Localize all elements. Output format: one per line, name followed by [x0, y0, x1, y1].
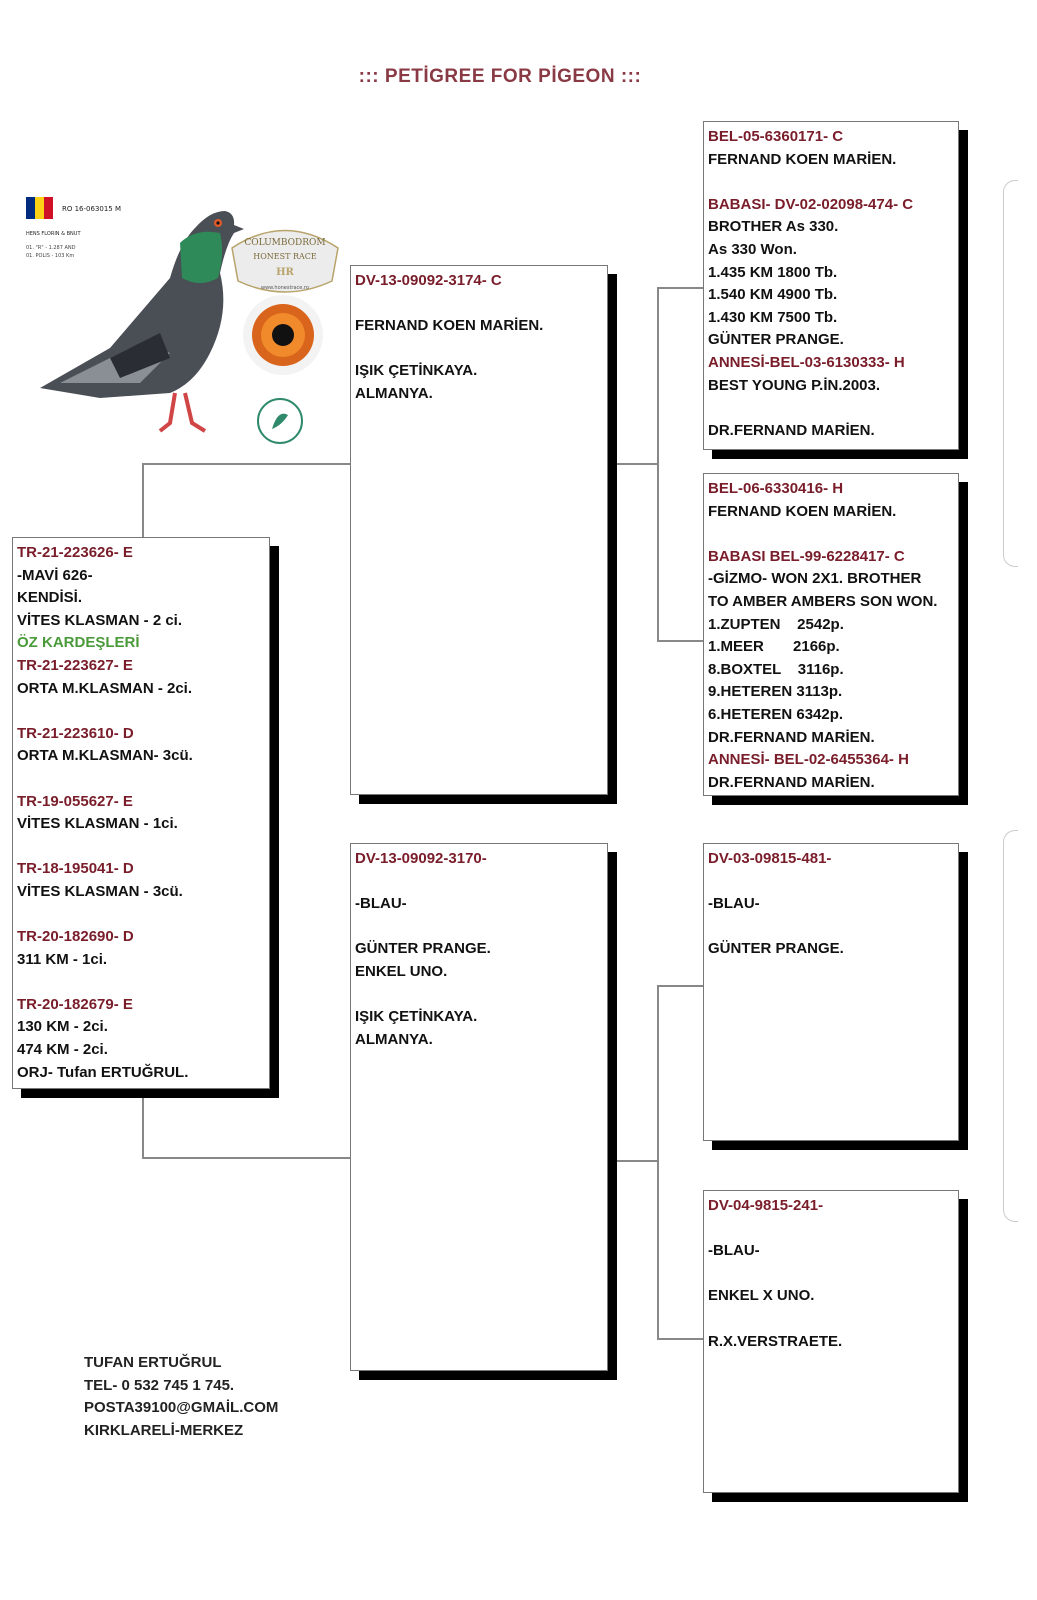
connector-dam-stub — [614, 1160, 658, 1162]
pedigree-line: BEST YOUNG P.İN.2003. — [708, 376, 881, 394]
logo-mark: HR — [276, 267, 294, 278]
connector-subject-vertical-bottom — [142, 1098, 144, 1158]
pedigree-line: ALMANYA. — [355, 1030, 433, 1048]
pedigree-line: DV-03-09815-481- — [708, 850, 832, 867]
pedigree-line: VİTES KLASMAN - 2 ci. — [17, 611, 183, 629]
pedigree-line — [355, 984, 603, 1007]
pedigree-line — [708, 1218, 954, 1241]
connector-sire-to-ss — [657, 287, 705, 289]
pedigree-line: R.X.VERSTRAETE. — [708, 1332, 843, 1350]
pedigree-line: DR.FERNAND MARİEN. — [708, 421, 875, 439]
flag-stripe-yellow — [35, 197, 44, 219]
pedigree-line — [355, 871, 603, 894]
dam-sire-box — [703, 843, 959, 1141]
pedigree-line: FERNAND KOEN MARİEN. — [355, 317, 544, 335]
pedigree-line: 1.435 KM 1800 Tb. — [708, 263, 838, 281]
connector-dam-vertical — [657, 985, 659, 1339]
pedigree-line: ORTA M.KLASMAN - 2ci. — [17, 679, 192, 697]
edge-bracket-bottom — [1003, 830, 1018, 1222]
pedigree-line: BABASI BEL-99-6228417- C — [708, 547, 905, 565]
contact-name: TUFAN ERTUĞRUL — [84, 1354, 222, 1371]
pedigree-line: ÖZ KARDEŞLERİ — [17, 634, 140, 652]
flag-stripe-red — [44, 197, 53, 219]
pedigree-line: -BLAU- — [355, 895, 407, 913]
logo-website: www.honestrace.ro — [261, 285, 309, 291]
pedigree-line: TR-20-182679- E — [17, 995, 133, 1013]
pedigree-line: 1.540 KM 4900 Tb. — [708, 286, 838, 304]
pedigree-line — [708, 916, 954, 939]
connector-subject-vertical — [142, 463, 144, 538]
connector-sire-to-sd — [657, 640, 705, 642]
contact-email: POSTA39100@GMAİL.COM — [84, 1399, 279, 1417]
pedigree-line: ANNESİ-BEL-03-6130333- H — [708, 353, 905, 371]
pigeon-icon — [40, 211, 244, 431]
pedigree-line: DV-13-09092-3170- — [355, 850, 487, 867]
pedigree-line — [708, 871, 954, 894]
pedigree-line — [708, 1263, 954, 1286]
logo-title: COLUMBODROM — [244, 238, 326, 248]
pedigree-line: TR-19-055627- E — [17, 792, 133, 810]
pedigree-line: 311 KM - 1ci. — [17, 950, 108, 968]
pedigree-line: TR-20-182690- D — [17, 928, 134, 946]
ring-number: RO 16-063015 M — [62, 205, 122, 213]
contact-phone: TEL- 0 532 745 1 745. — [84, 1376, 235, 1394]
connector-sire-vertical — [657, 287, 659, 641]
pedigree-line — [708, 1308, 954, 1331]
pedigree-line: GÜNTER PRANGE. — [708, 331, 844, 349]
pedigree-line: FERNAND KOEN MARİEN. — [708, 502, 897, 520]
pedigree-line: 8.BOXTEL 3116p. — [708, 660, 844, 678]
pigeon-eye-icon — [243, 295, 323, 375]
pedigree-line: -BLAU- — [708, 1242, 760, 1260]
columbodrom-logo — [232, 231, 338, 293]
pedigree-line: IŞIK ÇETİNKAYA. — [355, 362, 478, 380]
contact-info — [84, 1352, 278, 1442]
pedigree-line: 6.HETEREN 6342p. — [708, 705, 844, 723]
logo-subtitle: HONEST RACE — [253, 252, 317, 261]
pedigree-line: ANNESİ- BEL-02-6455364- H — [708, 751, 909, 769]
pedigree-line: IŞIK ÇETİNKAYA. — [355, 1008, 478, 1026]
result-text-1: 01. "R" - 1.287 AND — [26, 245, 76, 251]
pedigree-line — [17, 904, 265, 927]
dam-dam-box — [703, 1190, 959, 1493]
pedigree-line: 1.ZUPTEN 2542p. — [708, 615, 844, 633]
pedigree-line — [708, 397, 954, 420]
pedigree-line: BEL-05-6360171- C — [708, 128, 844, 145]
pedigree-line: 1.MEER 2166p. — [708, 638, 840, 656]
pedigree-line: ENKEL UNO. — [355, 962, 448, 980]
pigeon-image — [20, 183, 350, 455]
seal-icon — [258, 399, 302, 443]
pedigree-line: DR.FERNAND MARİEN. — [708, 728, 875, 746]
pedigree-line: TR-21-223627- E — [17, 656, 133, 674]
pedigree-line: ORTA M.KLASMAN- 3cü. — [17, 747, 193, 765]
pedigree-line: TR-21-223610- D — [17, 724, 134, 742]
pedigree-line: DV-13-09092-3174- C — [355, 272, 502, 289]
pedigree-line: FERNAND KOEN MARİEN. — [708, 150, 897, 168]
dam-box — [350, 843, 608, 1371]
pedigree-line: KENDİSİ. — [17, 589, 83, 607]
pedigree-line: GÜNTER PRANGE. — [708, 940, 844, 958]
pedigree-line — [17, 768, 265, 791]
connector-dam-to-ds — [657, 985, 705, 987]
sire-dam-box — [703, 473, 959, 796]
pedigree-line: 130 KM - 2ci. — [17, 1018, 108, 1036]
pedigree-line: 474 KM - 2ci. — [17, 1041, 108, 1059]
page-title: ::: PETİGREE FOR PİGEON ::: — [358, 66, 642, 87]
pedigree-line: ENKEL X UNO. — [708, 1287, 815, 1305]
pedigree-line: ALMANYA. — [355, 384, 433, 402]
pedigree-line: BABASI- DV-02-02098-474- C — [708, 195, 914, 213]
pedigree-line: DV-04-9815-241- — [708, 1197, 824, 1214]
pedigree-line: BEL-06-6330416- H — [708, 480, 844, 497]
pedigree-line — [708, 523, 954, 546]
pedigree-line: As 330 Won. — [708, 240, 797, 258]
pedigree-line: -MAVİ 626- — [17, 566, 93, 584]
result-text-2: 01. POLIS - 103 Km — [26, 253, 75, 259]
subject-pigeon-box — [12, 537, 270, 1089]
flag-stripe-blue — [26, 197, 35, 219]
pedigree-line — [355, 916, 603, 939]
pedigree-line: TR-21-223626- E — [17, 544, 133, 561]
pedigree-line: BROTHER As 330. — [708, 218, 839, 236]
connector-subject-to-sire — [142, 463, 352, 465]
sire-sire-box — [703, 121, 959, 450]
connector-dam-to-dd — [657, 1338, 705, 1340]
pedigree-line: GÜNTER PRANGE. — [355, 940, 491, 958]
pedigree-line: DR.FERNAND MARİEN. — [708, 773, 875, 791]
pedigree-line: 1.430 KM 7500 Tb. — [708, 308, 838, 326]
pedigree-line — [17, 971, 265, 994]
pedigree-line — [17, 700, 265, 723]
pedigree-line: -GİZMO- WON 2X1. BROTHER — [708, 570, 922, 588]
pigeon-photo — [20, 183, 350, 455]
sire-box — [350, 265, 608, 795]
owner-text: HENS FLORIN & BNUT — [26, 231, 81, 237]
pedigree-line — [355, 338, 603, 361]
pedigree-line — [708, 171, 954, 194]
pedigree-line: -BLAU- — [708, 895, 760, 913]
pedigree-line: ORJ- Tufan ERTUĞRUL. — [17, 1063, 189, 1081]
connector-subject-to-dam — [142, 1157, 352, 1159]
pedigree-line: VİTES KLASMAN - 3cü. — [17, 882, 183, 900]
pedigree-line: TR-18-195041- D — [17, 860, 134, 878]
pedigree-line — [17, 836, 265, 859]
contact-location: KIRKLARELİ-MERKEZ — [84, 1421, 244, 1439]
pedigree-line — [355, 293, 603, 316]
pedigree-line: 9.HETEREN 3113p. — [708, 683, 843, 701]
pedigree-line: TO AMBER AMBERS SON WON. — [708, 592, 938, 610]
connector-sire-stub — [614, 463, 658, 465]
pedigree-line: VİTES KLASMAN - 1ci. — [17, 815, 178, 833]
edge-bracket-top — [1003, 180, 1018, 567]
